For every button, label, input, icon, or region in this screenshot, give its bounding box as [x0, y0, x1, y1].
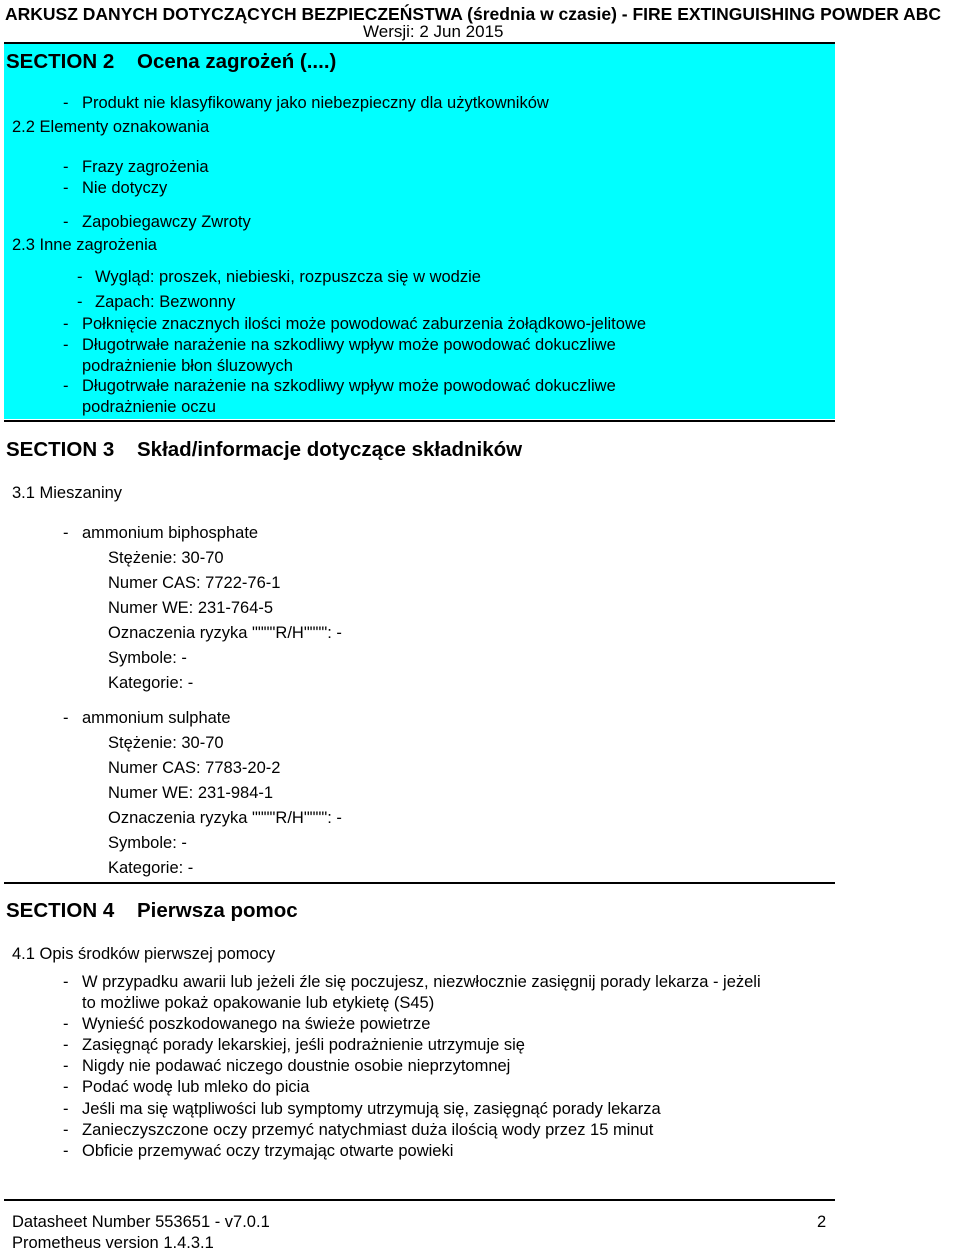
bullet-dash: - — [77, 268, 83, 286]
longterm-exposure-1-line2: podrażnienie błon śluzowych — [82, 357, 293, 375]
section-2-number: SECTION 2 — [6, 50, 115, 73]
bullet-dash: - — [63, 377, 69, 395]
appearance-text: Wygląd: proszek, niebieski, rozpuszcza się w wodzie — [95, 268, 481, 286]
component-concentration: Stężenie: 30-70 — [108, 734, 224, 752]
section-3-heading — [6, 438, 522, 462]
first-aid-item: Nigdy nie podawać niczego doustnie osobie nieprzytomnej — [82, 1057, 511, 1075]
not-applicable-text: Nie dotyczy — [82, 179, 168, 197]
odour-text: Zapach: Bezwonny — [95, 293, 236, 311]
bullet-dash: - — [63, 1036, 69, 1054]
subsection-3-1: 3.1 Mieszaniny — [12, 484, 123, 502]
subsection-4-1: 4.1 Opis środków pierwszej pomocy — [12, 945, 276, 963]
bullet-dash: - — [63, 336, 69, 354]
component-name: ammonium sulphate — [82, 709, 231, 727]
bullet-dash: - — [63, 1015, 69, 1033]
component-symbols: Symbole: - — [108, 834, 187, 852]
section-2-heading — [6, 50, 336, 74]
first-aid-item: Podać wodę lub mleko do picia — [82, 1078, 310, 1096]
section-3-title: Skład/informacje dotyczące składników — [137, 438, 523, 461]
component-cas-number: Numer CAS: 7722-76-1 — [108, 574, 281, 592]
section-4-title: Pierwsza pomoc — [137, 899, 298, 922]
bullet-dash: - — [63, 709, 69, 727]
first-aid-item: Obficie przemywać oczy trzymając otwarte powieki — [82, 1142, 454, 1160]
subsection-2-3: 2.3 Inne zagrożenia — [12, 236, 157, 254]
first-aid-item-line1: W przypadku awarii lub jeżeli źle się poczujesz, niezwłocznie zasięgnij porady lekarza - jeżeli — [82, 973, 761, 991]
bullet-dash: - — [63, 1057, 69, 1075]
component-ec-number: Numer WE: 231-984-1 — [108, 784, 274, 802]
longterm-exposure-2-line1: Długotrwałe narażenie na szkodliwy wpływ może powodować dokuczliwe — [82, 377, 616, 395]
bullet-dash: - — [63, 158, 69, 176]
document-title: ARKUSZ DANYCH DOTYCZĄCYCH BEZPIECZEŃSTWA (średnia w czasie) - FIRE EXTINGUISHING POWDER ABC — [5, 4, 942, 24]
section-2-divider — [4, 420, 835, 422]
classification-text: Produkt nie klasyfikowany jako niebezpieczny dla użytkowników — [82, 94, 549, 112]
longterm-exposure-2-line2: podrażnienie oczu — [82, 398, 216, 416]
section-3-divider — [4, 882, 835, 884]
first-aid-item: Zasięgnąć porady lekarskiej, jeśli podrażnienie utrzymuje się — [82, 1036, 525, 1054]
subsection-2-2: 2.2 Elementy oznakowania — [12, 118, 210, 136]
bullet-dash: - — [63, 315, 69, 333]
datasheet-number: Datasheet Number 553651 - v7.0.1 — [12, 1213, 270, 1231]
bullet-dash: - — [63, 179, 69, 197]
bullet-dash: - — [63, 213, 69, 231]
bullet-dash: - — [63, 1142, 69, 1160]
component-categories: Kategorie: - — [108, 859, 194, 877]
section-2-title: Ocena zagrożeń (....) — [137, 50, 337, 73]
section-4-heading — [6, 899, 298, 923]
bullet-dash: - — [63, 94, 69, 112]
bullet-dash: - — [63, 1078, 69, 1096]
component-risk-phrases: Oznaczenia ryzyka """"R/H"""": - — [108, 624, 342, 642]
section-4-number: SECTION 4 — [6, 899, 115, 922]
first-aid-item: Wynieść poszkodowanego na świeże powietrze — [82, 1015, 431, 1033]
first-aid-item: Zanieczyszczone oczy przemyć natychmiast duża ilością wody przez 15 minut — [82, 1121, 654, 1139]
bullet-dash: - — [77, 293, 83, 311]
bullet-dash: - — [63, 524, 69, 542]
precautionary-label: Zapobiegawczy Zwroty — [82, 213, 251, 231]
section-3-number: SECTION 3 — [6, 438, 115, 461]
first-aid-item-line2: to możliwe pokaż opakowanie lub etykietę (S45) — [82, 994, 435, 1012]
component-ec-number: Numer WE: 231-764-5 — [108, 599, 274, 617]
page-number: 2 — [817, 1213, 827, 1231]
longterm-exposure-1-line1: Długotrwałe narażenie na szkodliwy wpływ może powodować dokuczliwe — [82, 336, 616, 354]
footer-divider — [4, 1199, 835, 1201]
component-concentration: Stężenie: 30-70 — [108, 549, 224, 567]
version-date: Wersji: 2 Jun 2015 — [363, 22, 504, 41]
component-symbols: Symbole: - — [108, 649, 187, 667]
component-name: ammonium biphosphate — [82, 524, 259, 542]
component-cas-number: Numer CAS: 7783-20-2 — [108, 759, 281, 777]
first-aid-item: Jeśli ma się wątpliwości lub symptomy utrzymują się, zasięgnąć porady lekarza — [82, 1100, 661, 1118]
bullet-dash: - — [63, 973, 69, 991]
component-categories: Kategorie: - — [108, 674, 194, 692]
prometheus-version: Prometheus version 1.4.3.1 — [12, 1234, 214, 1252]
component-risk-phrases: Oznaczenia ryzyka """"R/H"""": - — [108, 809, 342, 827]
hazard-phrases-label: Frazy zagrożenia — [82, 158, 209, 176]
bullet-dash: - — [63, 1121, 69, 1139]
bullet-dash: - — [63, 1100, 69, 1118]
ingestion-text: Połknięcie znacznych ilości może powodować zaburzenia żołądkowo-jelitowe — [82, 315, 647, 333]
